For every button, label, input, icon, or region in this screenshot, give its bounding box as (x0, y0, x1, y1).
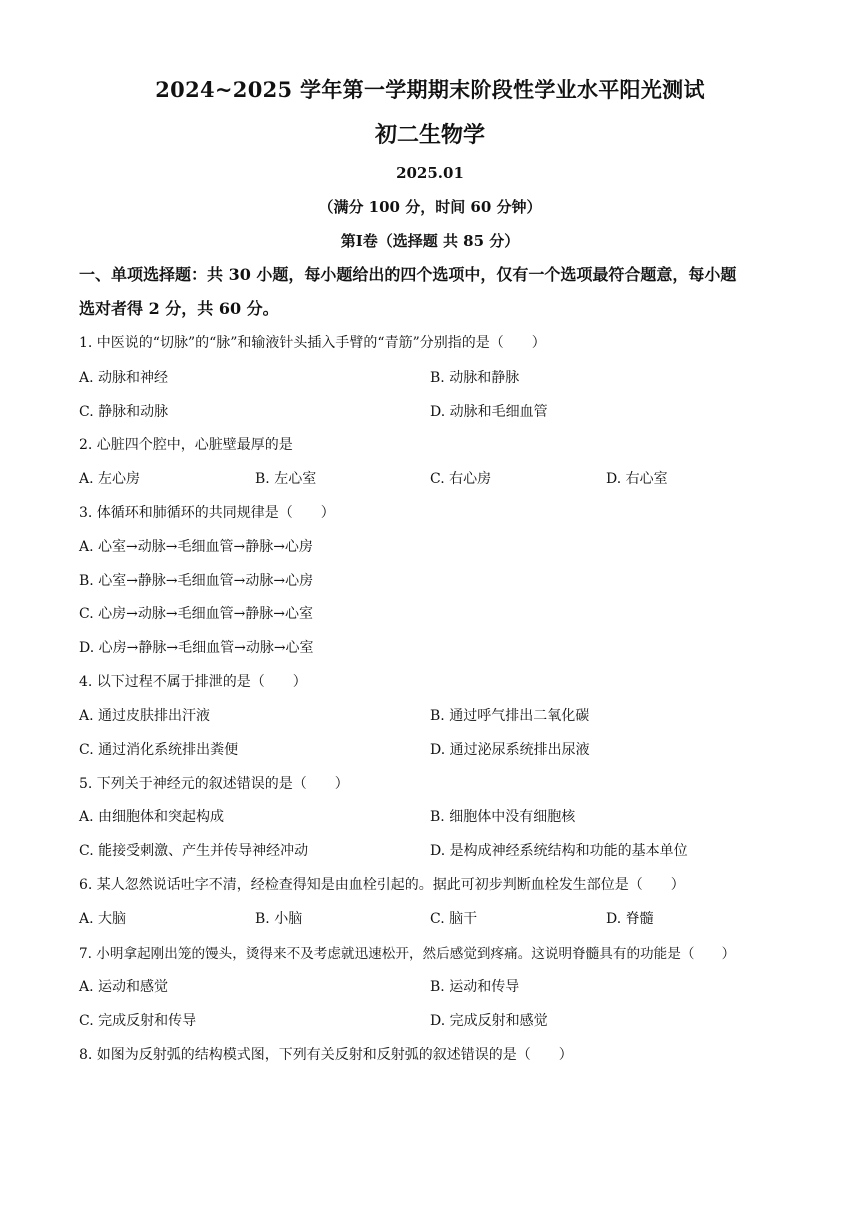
question-6-stem: 6. 某人忽然说话吐字不清，经检查得知是由血栓引起的。据此可初步判断血栓发生部位是（ ） (79, 877, 685, 893)
question-5-option-c: C. 能接受刺激、产生并传导神经冲动 (79, 843, 309, 859)
question-4-option-a: A. 通过皮肤排出汗液 (79, 708, 211, 724)
part-heading: 第Ⅰ卷（选择题 共 85 分） (340, 232, 520, 250)
section-instruction-line-2: 选对者得 2 分，共 60 分。 (79, 299, 279, 318)
question-3-option-b: B. 心室→静脉→毛细血管→动脉→心房 (79, 573, 314, 589)
question-2-option-c: C. 右心房 (430, 471, 492, 487)
question-2-option-d: D. 右心室 (606, 471, 668, 487)
question-6-option-b: B. 小脑 (255, 911, 303, 927)
question-8-stem: 8. 如图为反射弧的结构模式图，下列有关反射和反射弧的叙述错误的是（ ） (79, 1047, 573, 1063)
question-7-option-c: C. 完成反射和传导 (79, 1013, 197, 1029)
question-2-option-a: A. 左心房 (79, 471, 141, 487)
question-5-stem: 5. 下列关于神经元的叙述错误的是（ ） (79, 776, 349, 792)
question-4-option-b: B. 通过呼气排出二氧化碳 (430, 708, 590, 724)
question-5-option-b: B. 细胞体中没有细胞核 (430, 809, 576, 825)
question-7-option-d: D. 完成反射和感觉 (430, 1013, 548, 1029)
question-1-option-c: C. 静脉和动脉 (79, 404, 169, 420)
question-1-option-b: B. 动脉和静脉 (430, 370, 520, 386)
question-4-option-c: C. 通过消化系统排出粪便 (79, 742, 239, 758)
question-3-option-c: C. 心房→动脉→毛细血管→静脉→心室 (79, 606, 314, 622)
question-2-stem: 2. 心脏四个腔中，心脏壁最厚的是 (79, 437, 293, 453)
exam-subject: 初二生物学 (374, 122, 485, 148)
question-2-option-b: B. 左心室 (255, 471, 317, 487)
question-7-stem: 7. 小明拿起刚出笼的馒头，烫得来不及考虑就迅速松开，然后感觉到疼痛。这说明脊髓具有的功能是（ ） (79, 946, 736, 962)
question-7-option-a: A. 运动和感觉 (79, 979, 169, 995)
question-3-stem: 3. 体循环和肺循环的共同规律是（ ） (79, 505, 335, 521)
section-instruction-line-1: 一、单项选择题：共 30 小题，每小题给出的四个选项中，仅有一个选项最符合题意，每小题 (79, 265, 737, 284)
question-4-option-d: D. 通过泌尿系统排出尿液 (430, 742, 590, 758)
question-3-option-a: A. 心室→动脉→毛细血管→静脉→心房 (79, 539, 313, 555)
exam-date: 2025.01 (396, 164, 464, 182)
question-5-option-a: A. 由细胞体和突起构成 (79, 809, 225, 825)
question-3-option-d: D. 心房→静脉→毛细血管→动脉→心室 (79, 640, 314, 656)
question-6-option-d: D. 脊髓 (606, 911, 654, 927)
exam-title: 2024~2025 学年第一学期期末阶段性学业水平阳光测试 (155, 77, 705, 102)
question-1-option-a: A. 动脉和神经 (79, 370, 169, 386)
question-7-option-b: B. 运动和传导 (430, 979, 520, 995)
question-6-option-a: A. 大脑 (79, 911, 127, 927)
question-1-option-d: D. 动脉和毛细血管 (430, 404, 548, 420)
question-6-option-c: C. 脑干 (430, 911, 478, 927)
question-5-option-d: D. 是构成神经系统结构和功能的基本单位 (430, 843, 688, 859)
question-1-stem: 1. 中医说的“切脉”的“脉”和输液针头插入手臂的“青筋”分别指的是（ ） (79, 335, 546, 351)
question-4-stem: 4. 以下过程不属于排泄的是（ ） (79, 674, 307, 690)
exam-note: （满分 100 分，时间 60 分钟） (318, 198, 542, 216)
